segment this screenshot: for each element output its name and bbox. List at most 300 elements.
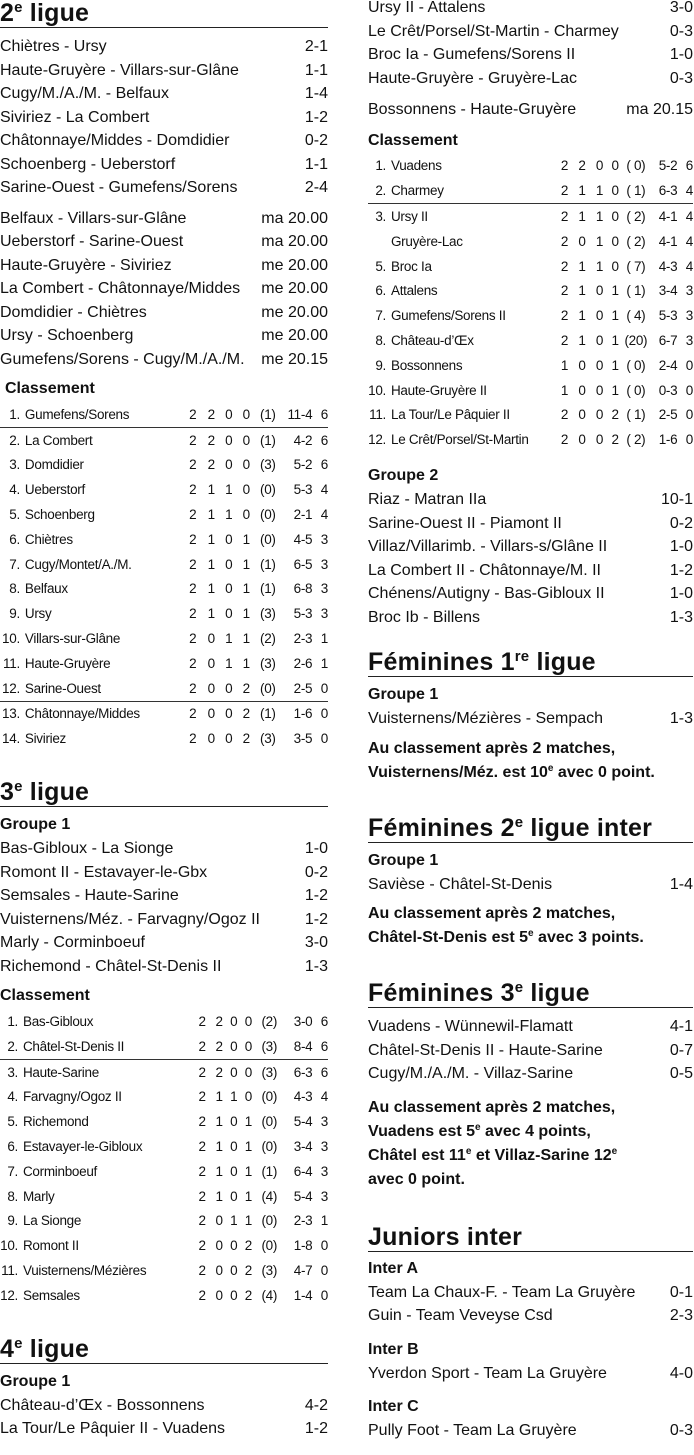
cell-goals: 4-3	[293, 1089, 313, 1105]
cell-penalty: ( 7)	[626, 258, 646, 274]
cell-won: 2	[215, 1014, 223, 1030]
results-inter-a	[368, 1281, 693, 1328]
cell-team: Haute-Gruyère II	[390, 382, 487, 398]
cell-lost: 2	[238, 676, 256, 701]
match-score: 1-2	[669, 561, 693, 579]
cell-penalty: (0)	[260, 482, 276, 498]
table-row	[0, 626, 328, 651]
cell-points: 4	[677, 178, 693, 203]
cell-won: 2	[207, 457, 215, 473]
match-time: me 20.00	[261, 327, 328, 344]
match-label: Ueberstorf - Sarine-Ouest	[0, 233, 184, 250]
cell-goals: 6-5	[293, 556, 313, 572]
cell-rank: 12.	[0, 676, 20, 701]
cell-goals: 4-3	[658, 258, 678, 274]
cell-team: Le Crêt/Porsel/St-Martin	[390, 432, 529, 448]
cell-won: 2	[202, 402, 220, 427]
cell-penalty: (0)	[261, 1238, 278, 1254]
match-label: Ursy II - Attalens	[368, 0, 486, 16]
note-line: avec 0 point.	[368, 1170, 465, 1188]
cell-rank: 9.	[7, 1213, 18, 1229]
cell-goals: 3-0	[293, 1014, 313, 1030]
cell-team: Villars-sur-Glâne	[24, 631, 121, 647]
match-label: Guin - Team Veveyse Csd	[368, 1307, 553, 1325]
cell-won: 2	[212, 1034, 227, 1059]
cell-played: 2	[189, 531, 197, 547]
cell-drawn: 0	[595, 332, 604, 348]
match-row	[0, 153, 328, 177]
standings-3e-ligue	[0, 1009, 328, 1308]
cell-rank: 13.	[2, 706, 20, 722]
cell-played: 2	[189, 432, 197, 448]
match-row	[368, 488, 693, 512]
cell-goals: 8-4	[283, 1034, 312, 1059]
note-text: Vuadens est 5	[368, 1122, 476, 1140]
match-score: 1-2	[304, 910, 328, 928]
match-row	[0, 955, 328, 979]
cell-rank: 11.	[3, 655, 20, 671]
title-main: Féminines 3	[368, 979, 515, 1008]
match-score: 1-0	[669, 538, 693, 556]
cell-drawn: 0	[220, 402, 238, 427]
group-heading: Inter A	[368, 1259, 419, 1277]
match-label: Cugy/M./A./M. - Villaz-Sarine	[368, 1065, 574, 1083]
match-score: 0-2	[304, 863, 328, 881]
cell-drawn: 1	[595, 233, 604, 249]
cell-points: 3	[320, 1114, 328, 1130]
match-score: 1-3	[304, 957, 328, 975]
match-score: 1-3	[669, 710, 693, 728]
table-row	[0, 1109, 328, 1134]
results-fem2	[368, 873, 693, 897]
cell-penalty: (0)	[255, 676, 281, 701]
match-label: Broc Ia - Gumefens/Sorens II	[368, 46, 576, 63]
table-row	[0, 1059, 328, 1084]
cell-won: 1	[215, 1139, 223, 1155]
match-label: Gumefens/Sorens - Cugy/M./A./M.	[0, 350, 245, 368]
cell-rank: 10.	[368, 382, 386, 398]
match-label: Marly - Corminboeuf	[0, 934, 145, 952]
match-row	[368, 0, 693, 20]
cell-points: 0	[320, 1238, 328, 1254]
cell-rank: 10.	[2, 631, 20, 647]
match-row	[0, 59, 328, 83]
cell-won: 1	[207, 556, 215, 572]
cell-lost: 1	[242, 531, 250, 547]
cell-goals: 5-3	[293, 606, 313, 622]
table-row	[0, 1009, 328, 1034]
cell-won: 0	[207, 706, 215, 722]
cell-penalty: (1)	[261, 1163, 278, 1179]
match-label: Schoenberg - Ueberstorf	[0, 155, 176, 173]
cell-points: 3	[320, 581, 328, 597]
cell-drawn: 0	[220, 676, 238, 701]
cell-drawn: 0	[225, 432, 233, 448]
table-row	[368, 353, 693, 378]
group-heading: Groupe 1	[368, 851, 439, 869]
cell-rank: 9.	[9, 606, 20, 622]
cell-points: 0	[320, 731, 328, 747]
table-row	[0, 1233, 328, 1258]
cell-points: 6	[320, 1014, 328, 1030]
cell-team: Châtonnaye/Middes	[24, 706, 140, 722]
match-row	[368, 535, 693, 559]
match-label: Haute-Gruyère - Siviriez	[0, 256, 172, 274]
cell-rank: 5.	[7, 1114, 18, 1130]
match-row	[0, 861, 328, 885]
cell-penalty: (3)	[260, 731, 276, 747]
cell-rank: 8.	[9, 581, 20, 597]
cell-drawn: 0	[230, 1064, 238, 1080]
cell-goals: 2-3	[293, 631, 313, 647]
cell-drawn: 0	[230, 1139, 238, 1155]
cell-won: 0	[578, 432, 586, 448]
table-row	[0, 1034, 328, 1059]
cell-team: Estavayer-le-Gibloux	[22, 1139, 143, 1155]
cell-played: 2	[198, 1163, 206, 1179]
fixture-row	[368, 98, 693, 122]
match-label: Cugy/M./A./M. - Belfaux	[0, 85, 169, 102]
match-label: Château-d’Œx - Bossonnens	[0, 1396, 205, 1414]
match-label: La Tour/Le Pâquier II - Vuadens	[0, 1420, 226, 1438]
cell-penalty: (1)	[260, 706, 276, 722]
match-time: ma 20.15	[626, 101, 693, 118]
cell-penalty: (20)	[624, 332, 648, 348]
match-label: Chénens/Autigny - Bas-Gibloux II	[368, 585, 605, 603]
cell-rank: 7.	[9, 556, 20, 572]
cell-rank: 2.	[368, 178, 386, 203]
cell-goals: 4-1	[658, 233, 678, 249]
cell-penalty: (3)	[260, 655, 276, 671]
cell-rank: 11.	[369, 407, 386, 423]
match-label: Châtel-St-Denis II - Haute-Sarine	[368, 1041, 603, 1059]
cell-lost: 2	[611, 432, 619, 448]
cell-drawn: 0	[595, 308, 604, 324]
cell-drawn: 0	[225, 581, 233, 597]
cell-lost: 1	[244, 1188, 252, 1204]
cell-played: 1	[560, 382, 569, 398]
cell-drawn: 0	[595, 283, 604, 299]
cell-team: Domdidier	[24, 457, 84, 473]
cell-won: 2	[215, 1064, 223, 1080]
title-main: Juniors inter	[368, 1222, 523, 1251]
cell-points: 0	[320, 706, 328, 722]
cell-drawn: 1	[230, 1089, 238, 1105]
cell-won: 0	[207, 631, 215, 647]
match-label: La Combert - Châtonnaye/Middes	[0, 280, 241, 297]
table-row	[0, 527, 328, 552]
note-line: Au classement après 2 matches,	[368, 739, 616, 757]
cell-rank: 3.	[9, 457, 20, 473]
note-text: Châtel est 11	[368, 1146, 466, 1164]
cell-team: Gumefens/Sorens	[20, 402, 183, 427]
match-row	[0, 207, 328, 231]
match-label: Sarine-Ouest - Gumefens/Sorens	[0, 179, 238, 196]
results-inter-b	[368, 1362, 693, 1386]
cell-points: 4	[320, 1089, 328, 1105]
match-score: 10-1	[660, 491, 693, 509]
match-row	[368, 1281, 693, 1305]
cell-points: 0	[685, 407, 693, 423]
cell-lost: 1	[242, 581, 250, 597]
table-row	[0, 601, 328, 626]
cell-won: 1	[578, 332, 586, 348]
match-label: Haute-Gruyère - Villars-sur-Glâne	[0, 61, 239, 79]
match-label: Sarine-Ouest II - Piamont II	[368, 514, 562, 532]
match-score: 1-4	[669, 875, 693, 893]
match-score: 1-2	[304, 1420, 328, 1438]
cell-penalty: (3)	[261, 1263, 278, 1279]
cell-points: 6	[312, 1034, 328, 1059]
cell-penalty: (0)	[261, 1139, 278, 1155]
cell-lost: 0	[611, 158, 619, 174]
cell-team: Haute-Gruyère	[24, 655, 111, 671]
cell-goals: 1-8	[293, 1238, 313, 1254]
cell-played: 2	[198, 1064, 206, 1080]
cell-drawn: 0	[595, 432, 604, 448]
cell-points: 1	[320, 655, 328, 671]
cell-rank: 11.	[1, 1263, 18, 1279]
table-row	[368, 229, 693, 254]
match-score: 1-3	[669, 608, 693, 626]
cell-goals: 5-2	[293, 457, 313, 473]
cell-points: 3	[685, 308, 693, 324]
right-column	[368, 0, 693, 1443]
match-label: Chiètres - Ursy	[0, 38, 107, 55]
cell-lost: 0	[238, 402, 256, 427]
cell-won: 1	[207, 482, 215, 498]
cell-lost: 1	[244, 1139, 252, 1155]
cell-won: 1	[215, 1163, 223, 1179]
group-heading: Groupe 1	[368, 686, 439, 704]
cell-penalty: ( 2)	[626, 208, 646, 224]
section-title-feminines-3e	[368, 980, 693, 1008]
match-row	[0, 106, 328, 130]
note-line	[368, 761, 693, 785]
cell-rank: 10.	[0, 1238, 18, 1254]
cell-won: 0	[578, 382, 586, 398]
match-label: La Combert II - Châtonnaye/M. II	[368, 561, 601, 579]
cell-lost: 0	[244, 1064, 252, 1080]
table-row	[368, 178, 693, 203]
cell-played: 2	[189, 631, 197, 647]
standing-note	[368, 902, 693, 950]
cell-points: 0	[320, 1263, 328, 1279]
match-score: 0-3	[669, 1422, 693, 1440]
cell-played: 2	[189, 655, 197, 671]
cell-drawn: 0	[225, 457, 233, 473]
match-row	[368, 43, 693, 67]
match-row	[368, 1419, 693, 1443]
match-label: Ursy - Schoenberg	[0, 327, 134, 344]
cell-goals: 2-1	[293, 507, 313, 523]
cell-drawn: 1	[225, 631, 233, 647]
cell-lost: 2	[244, 1263, 252, 1279]
cell-team: Château-d’Œx	[390, 332, 474, 348]
cell-goals: 4-7	[293, 1263, 313, 1279]
cell-rank: 4.	[7, 1089, 18, 1105]
cell-team: Haute-Sarine	[22, 1064, 99, 1080]
match-row	[0, 884, 328, 908]
cell-goals: 11-4	[281, 402, 313, 427]
cell-points: 0	[685, 357, 693, 373]
cell-played: 2	[198, 1213, 206, 1229]
match-label: Bossonnens - Haute-Gruyère	[368, 101, 577, 118]
cell-goals: 6-7	[658, 332, 678, 348]
cell-played: 2	[560, 432, 569, 448]
title-main: 4	[0, 1334, 15, 1363]
cell-goals: 4-1	[658, 208, 678, 224]
cell-goals: 0-3	[658, 382, 678, 398]
match-score: 1-0	[669, 46, 693, 63]
cell-lost: 0	[611, 233, 619, 249]
cell-penalty: (2)	[260, 631, 276, 647]
cell-lost: 1	[242, 655, 250, 671]
cell-won: 1	[578, 283, 586, 299]
cell-rank: 1.	[375, 158, 386, 174]
cell-goals: 5-4	[293, 1188, 313, 1204]
cell-played: 2	[198, 1014, 206, 1030]
cell-points: 4	[320, 507, 328, 523]
cell-drawn: 1	[595, 258, 604, 274]
cell-goals: 5-4	[293, 1114, 313, 1130]
cell-drawn: 0	[230, 1014, 238, 1030]
cell-points: 3	[320, 1139, 328, 1155]
match-row	[0, 35, 328, 59]
cell-team: Chiètres	[24, 531, 73, 547]
title-sup: e	[14, 778, 23, 796]
cell-won: 2	[578, 158, 586, 174]
cell-won: 1	[215, 1089, 223, 1105]
match-row	[0, 230, 328, 254]
cell-drawn: 1	[225, 507, 233, 523]
cell-goals: 2-4	[658, 357, 678, 373]
cell-penalty: ( 4)	[626, 308, 646, 324]
match-row	[368, 512, 693, 536]
note-text: Vuisternens/Méz. est 10	[368, 763, 548, 781]
cell-lost: 0	[242, 507, 250, 523]
group-heading: Groupe 1	[0, 1372, 71, 1390]
cell-won: 0	[215, 1238, 223, 1254]
cell-team: Châtel-St-Denis II	[18, 1034, 193, 1059]
cell-team: Farvagny/Ogoz II	[22, 1089, 122, 1105]
cell-rank: 1.	[0, 402, 20, 427]
cell-drawn: 0	[225, 531, 233, 547]
cell-drawn: 0	[595, 382, 604, 398]
cell-goals: 6-8	[293, 581, 313, 597]
cell-won: 0	[578, 357, 586, 373]
cell-played: 2	[198, 1238, 206, 1254]
cell-lost: 0	[608, 178, 622, 203]
match-score: 4-2	[304, 1396, 328, 1414]
cell-team: Vuisternens/Mézières	[22, 1263, 147, 1279]
cell-played: 2	[560, 258, 569, 274]
cell-drawn: 0	[230, 1114, 238, 1130]
cell-team: La Combert	[24, 432, 93, 448]
cell-played: 2	[189, 556, 197, 572]
cell-drawn: 0	[230, 1263, 238, 1279]
cell-penalty: (4)	[261, 1287, 278, 1303]
cell-goals: 2-6	[293, 655, 313, 671]
cell-drawn: 1	[595, 208, 604, 224]
table-row	[0, 427, 328, 452]
match-score: 0-1	[669, 1283, 693, 1301]
cell-goals: 1-6	[658, 432, 678, 448]
cell-drawn: 0	[230, 1238, 238, 1254]
cell-lost: 0	[611, 258, 619, 274]
cell-team: Ursy	[24, 606, 52, 622]
cell-won: 0	[202, 676, 220, 701]
cell-team: Romont II	[22, 1238, 79, 1254]
results-fem1	[368, 707, 693, 731]
cell-points: 3	[320, 606, 328, 622]
group-heading: Inter C	[368, 1398, 419, 1416]
match-score: 2-4	[304, 179, 328, 196]
title-rest: ligue	[523, 979, 590, 1008]
cell-team: Ursy II	[390, 208, 428, 224]
cell-won: 0	[578, 407, 586, 423]
match-time: me 20.00	[261, 256, 328, 274]
cell-penalty: ( 2)	[626, 432, 646, 448]
note-text: avec 4 points,	[480, 1122, 591, 1140]
cell-rank: 12.	[0, 1287, 18, 1303]
cell-rank: 6.	[375, 283, 386, 299]
cell-team: Bas-Gibloux	[22, 1014, 94, 1030]
match-row	[0, 1394, 328, 1418]
cell-goals: 3-4	[658, 283, 678, 299]
match-score: 4-1	[669, 1018, 693, 1036]
cell-played: 2	[183, 402, 202, 427]
cell-goals: 3-5	[293, 731, 313, 747]
cell-goals: 5-3	[293, 482, 313, 498]
cell-lost: 0	[244, 1089, 252, 1105]
cell-rank: 5.	[9, 507, 20, 523]
cell-goals: 2-5	[658, 407, 678, 423]
group-heading: Groupe 2	[368, 467, 439, 485]
match-score: 0-7	[669, 1041, 693, 1059]
cell-goals: 1-6	[293, 706, 313, 722]
table-row	[0, 477, 328, 502]
results-4e-ligue-cont	[368, 0, 693, 90]
standing-note	[368, 1096, 693, 1192]
cell-lost: 0	[611, 208, 619, 224]
table-row	[0, 402, 328, 427]
cell-penalty: (0)	[261, 1114, 278, 1130]
cell-lost: 1	[242, 556, 250, 572]
cell-points: 3	[320, 531, 328, 547]
table-row	[368, 378, 693, 403]
match-score: 0-2	[304, 132, 328, 149]
match-label: Châtonnaye/Middes - Domdidier	[0, 132, 230, 149]
table-row	[0, 651, 328, 676]
cell-penalty: ( 1)	[626, 407, 646, 423]
match-row	[0, 176, 328, 200]
cell-played: 2	[560, 208, 569, 224]
cell-lost: 1	[242, 606, 250, 622]
cell-goals: 6-3	[293, 1064, 313, 1080]
section-title-3e-ligue	[0, 779, 328, 807]
cell-won: 1	[578, 208, 586, 224]
cell-team: Cugy/Montet/A./M.	[24, 556, 132, 572]
match-label: Belfaux - Villars-sur-Glâne	[0, 209, 187, 227]
cell-rank	[368, 229, 386, 254]
cell-goals: 1-4	[293, 1287, 313, 1303]
results-inter-c	[368, 1419, 693, 1443]
match-label: Richemond - Châtel-St-Denis II	[0, 957, 222, 975]
cell-drawn: 1	[230, 1213, 238, 1229]
cell-won: 0	[215, 1287, 223, 1303]
cell-rank: 14.	[2, 731, 20, 747]
